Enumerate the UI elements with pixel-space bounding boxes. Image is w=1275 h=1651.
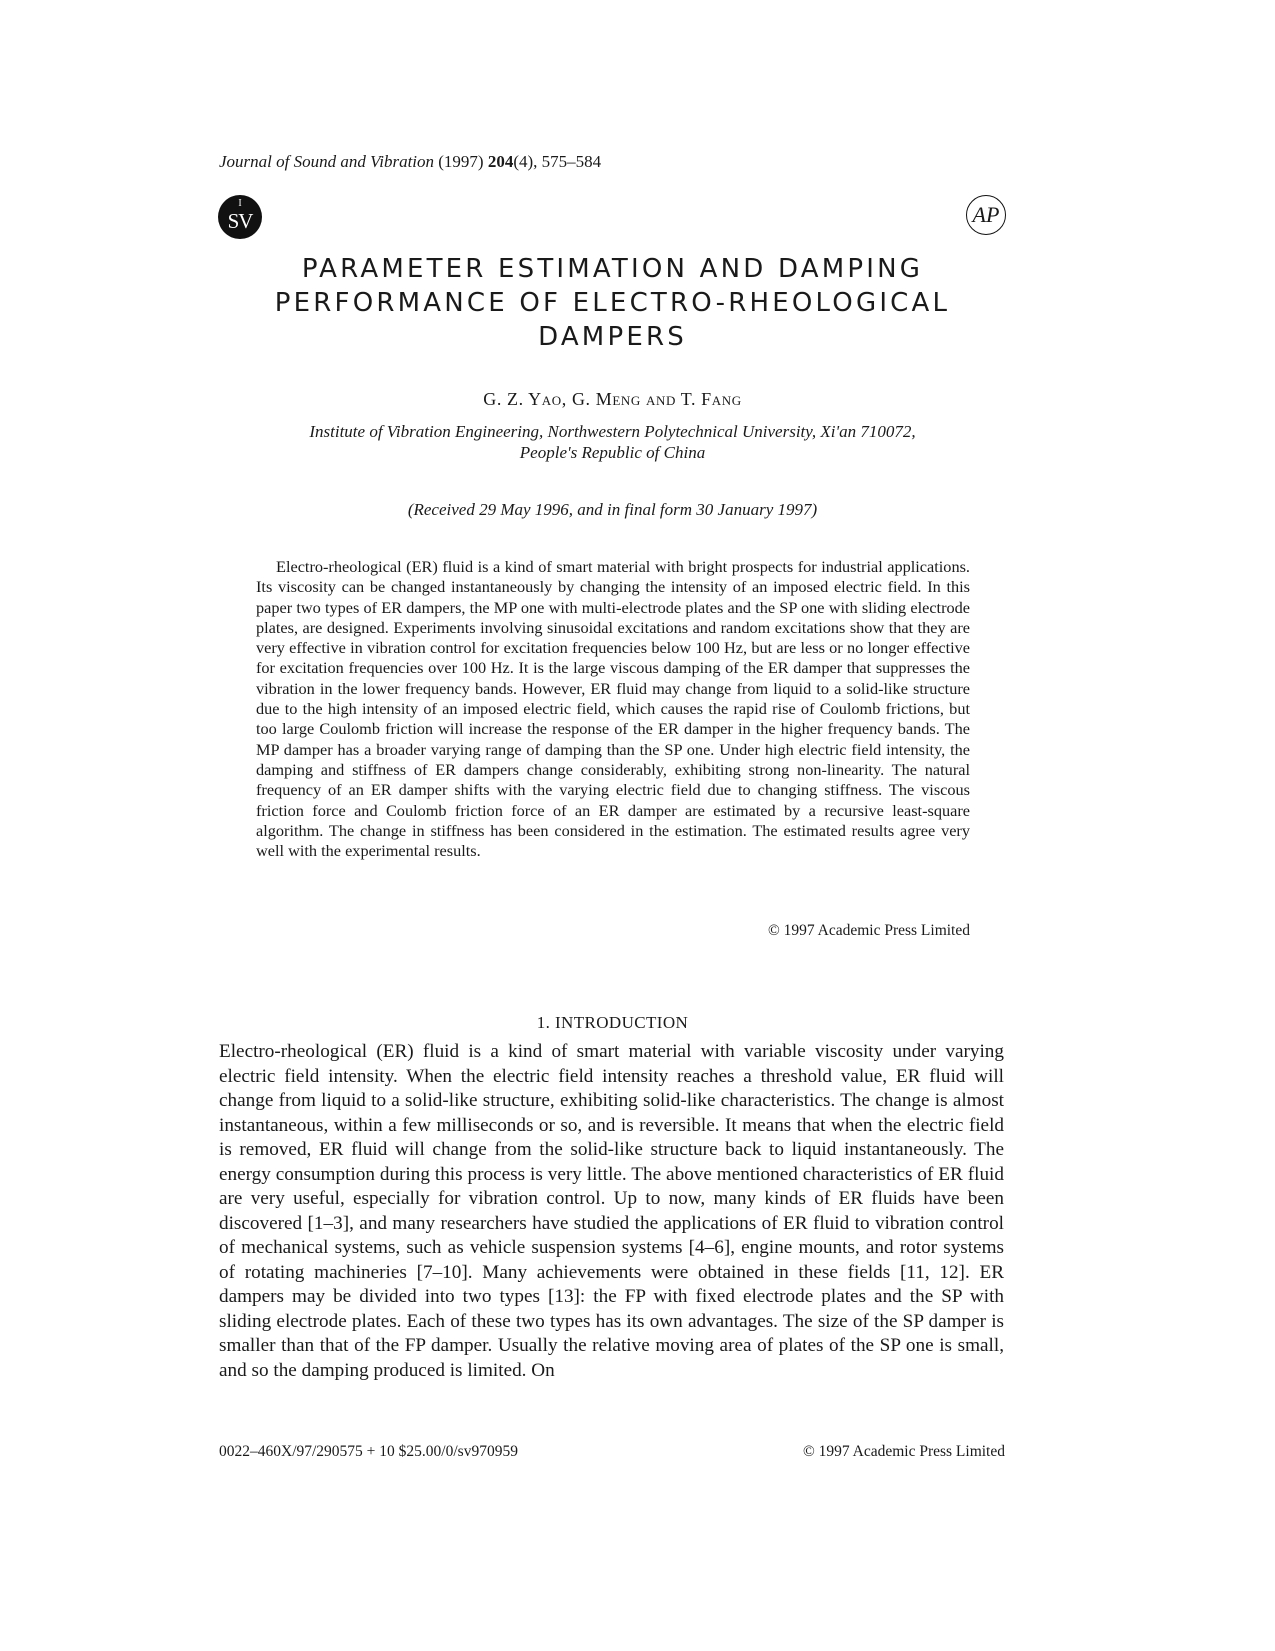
- sv-logo-text: SV: [227, 208, 253, 233]
- paper-title: [220, 252, 1005, 354]
- journal-name: Journal of Sound and Vibration: [219, 152, 435, 171]
- sv-logo-icon: [218, 195, 262, 239]
- title-line: PARAMETER ESTIMATION AND DAMPING: [301, 254, 924, 284]
- journal-volume: 204: [487, 152, 514, 171]
- title-line: PERFORMANCE OF ELECTRO-RHEOLOGICAL: [274, 288, 951, 318]
- author-list: G. Z. Yao, G. Meng and T. Fang: [483, 389, 742, 409]
- affiliation-line: People's Republic of China: [519, 443, 706, 462]
- sv-logo-superscript: I: [238, 198, 242, 209]
- journal-citation: [219, 152, 601, 172]
- received-dates: (Received 29 May 1996, and in final form 30 January 1997): [407, 500, 818, 519]
- journal-year: (1997): [438, 152, 484, 171]
- abstract-copyright: © 1997 Academic Press Limited: [767, 922, 970, 939]
- title-line: DAMPERS: [538, 322, 687, 352]
- footer-code: 0022–460X/97/290575 + 10 $25.00/0/sv970959: [219, 1443, 518, 1460]
- abstract: Electro-rheological (ER) fluid is a kind of smart material with bright prospects for industrial applications. Its viscosity can be changed instantaneously by changing the intensity of an imposed electric field. In this paper two types of ER dampers, the MP one with multi-electrode plates and the SP one with sliding electrode plates, are designed. Experiments involving sinusoidal excitations and random excitations show that they are very effective in vibration control for excitation frequencies below 100 Hz, but are less or no longer effective for excitation frequencies over 100 Hz. It is the large viscous damping of the ER damper that suppresses the vibration in the lower frequency bands. However, ER fluid may change from liquid to a solid-like structure due to the high intensity of an imposed electric field, which causes the rapid rise of Coulomb frictions, but too large Coulomb friction will increase the response of the ER damper in the higher frequency bands. The MP damper has a broader varying range of damping than the SP one. Under high electric field intensity, the damping and stiffness of ER dampers change considerably, exhibiting strong non-linearity. The natural frequency of an ER damper shifts with the varying electric field due to changing stiffness. The viscous friction force and Coulomb friction force of an ER damper are estimated by a recursive least-square algorithm. The change in stiffness has been considered in the estimation. The estimated results agree very well with the experimental results.: [256, 557, 970, 861]
- ap-logo-text: AP: [972, 202, 1000, 227]
- affiliation-line: Institute of Vibration Engineering, Northwestern Polytechnical University, Xi'an 710072,: [309, 422, 916, 441]
- footer-copyright: © 1997 Academic Press Limited: [802, 1443, 1005, 1460]
- section-heading: 1. INTRODUCTION: [536, 1013, 689, 1032]
- journal-issue-pages: (4), 575–584: [513, 152, 602, 171]
- ap-logo-icon: [966, 195, 1006, 235]
- body-paragraph: Electro-rheological (ER) fluid is a kind of smart material with variable viscosity under varying electric field intensity. When the electric field intensity reaches a threshold value, ER fluid will change from liquid to a solid-like structure, exhibiting solid-like characteristics. The change is almost instantaneous, within a few milliseconds or so, and is reversible. It means that when the electric field is removed, ER fluid will change from the solid-like structure back to liquid instantaneously. The energy consumption during this process is very little. The above mentioned characteristics of ER fluid are very useful, especially for vibration control. Up to now, many kinds of ER fluids have been discovered [1–3], and many researchers have studied the applications of ER fluid to vibration control of mechanical systems, such as vehicle suspension systems [4–6], engine mounts, and rotor systems of rotating machineries [7–10]. Many achievements were obtained in these fields [11, 12]. ER dampers may be divided into two types [13]: the FP with fixed electrode plates and the SP with sliding electrode plates. Each of these two types has its own advantages. The size of the SP damper is smaller than that of the FP damper. Usually the relative moving area of plates of the SP one is small, and so the damping produced is limited. On: [219, 1041, 1004, 1381]
- affiliation: [220, 421, 1005, 463]
